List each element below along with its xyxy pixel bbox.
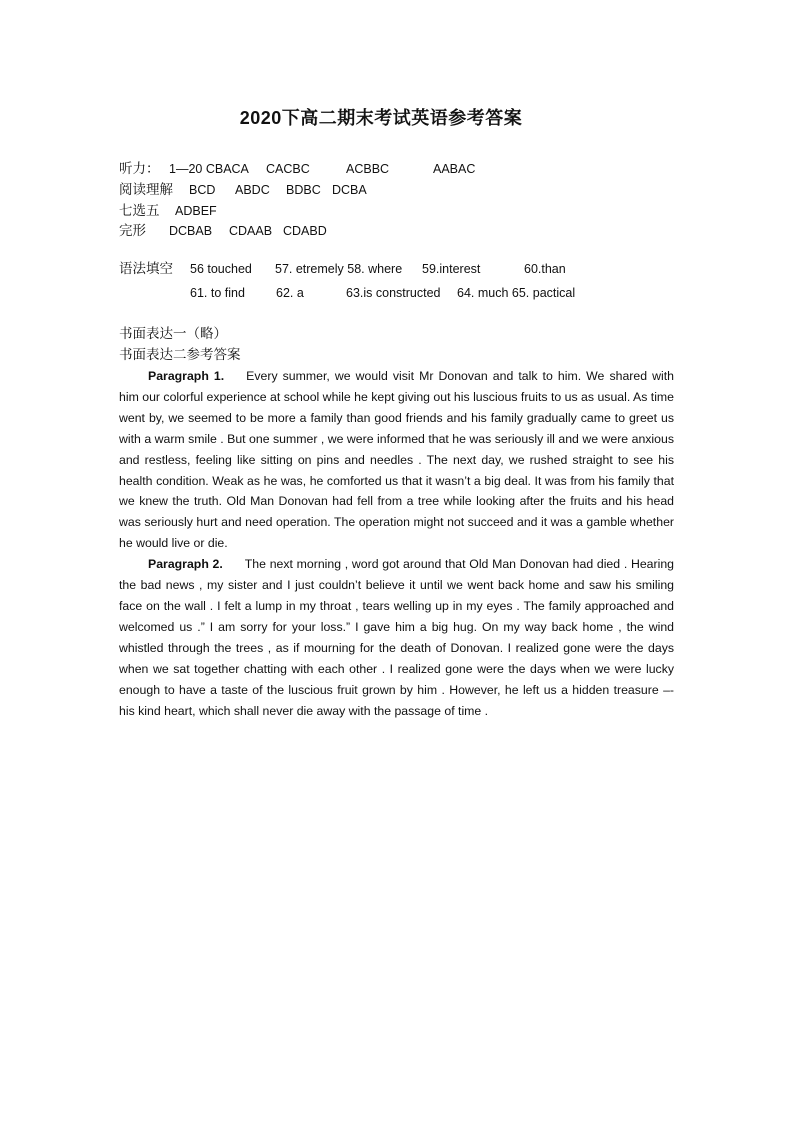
grammar-answer-59: 59.interest (422, 262, 481, 276)
paragraph-1-text: Every summer, we would visit Mr Donovan and talk to him. We shared with him our colorful experience at school while he kept giving out his luscious fruits to us as usual. As time went by, we seemed to be more a family than good friends and his family gradually came to greet us with a warm smile . But one summer , we were informed that he was seriously ill and we were anxious and restless, feeling like sitting on pins and needles . The next day, we rushed straight to see his health condition. Weak as he was, he comforted us that it wasn’t a big deal. It was from his family that we knew the truth. Old Man Donovan had fell from a tree while looking after the fruits and his head was seriously hurt and need operation. The operation might not succeed and it was a gamble whether he would live or die. (119, 369, 675, 551)
listening-label: 听力： (119, 161, 160, 176)
grammar-answer-61: 61. to find (190, 286, 245, 300)
grammar-answer-62: 62. a (276, 286, 304, 300)
reading-answer-1: BCD (189, 183, 216, 197)
grammar-answer-63: 63.is constructed (346, 286, 441, 300)
reading-label: 阅读理解 (119, 182, 173, 197)
reading-answer-4: DCBA (332, 183, 367, 197)
cloze-answer-1: DCBAB (169, 224, 213, 238)
cloze-label: 完形 (119, 223, 146, 238)
writing-one-heading: 书面表达一（略） (119, 326, 227, 341)
paragraph-2-title: Paragraph 2. (148, 557, 223, 572)
paragraph-1-title: Paragraph 1. (148, 369, 225, 383)
reading-answer-3: BDBC (286, 183, 321, 197)
grammar-label: 语法填空 (119, 261, 173, 276)
cloze-answer-2: CDAAB (229, 224, 273, 238)
cloze-answer-3: CDABD (283, 224, 327, 238)
writing-two-heading: 书面表达二参考答案 (119, 347, 241, 362)
essay-paragraph-1 (119, 366, 674, 554)
grammar-answer-60: 60.than (524, 262, 566, 276)
essay-paragraph-2 (119, 554, 674, 721)
grammar-answer-57-58: 57. etremely 58. where (275, 262, 403, 276)
grammar-answer-56: 56 touched (190, 262, 252, 276)
seven-choose-five-label: 七选五 (119, 203, 160, 218)
listening-answer-1: 1—20 CBACA (169, 162, 249, 176)
paragraph-2-text: The next morning , word got around that Old Man Donovan had died . Hearing the bad news , my sister and I just couldn’t believe it until we went back home and saw his smiling face on the wall . I felt a lump in my throat , tears welling up in my eyes . The family approached and welcomed us .” I am sorry for your loss.” I gave him a big hug. On my way back home , the wind whistled through the trees , as if mourning for the death of Donovan. I realized gone were the days when we sat together chatting with each other . I realized gone were the days when we were lucky enough to have a taste of the luscious fruit grown by him . However, he left us a hidden treasure –- his kind heart, which shall never die away with the passage of time . (119, 557, 675, 718)
model-essay (119, 366, 674, 721)
grammar-answer-64-65: 64. much 65. pactical (457, 286, 576, 300)
listening-answer-3: ACBBC (346, 162, 390, 176)
listening-answer-2: CACBC (266, 162, 310, 176)
listening-answer-4: AABAC (433, 162, 476, 176)
reading-answer-2: ABDC (235, 183, 270, 197)
seven-choose-five-answer: ADBEF (175, 204, 217, 218)
page-title: 2020下高二期末考试英语参考答案 (239, 108, 523, 128)
